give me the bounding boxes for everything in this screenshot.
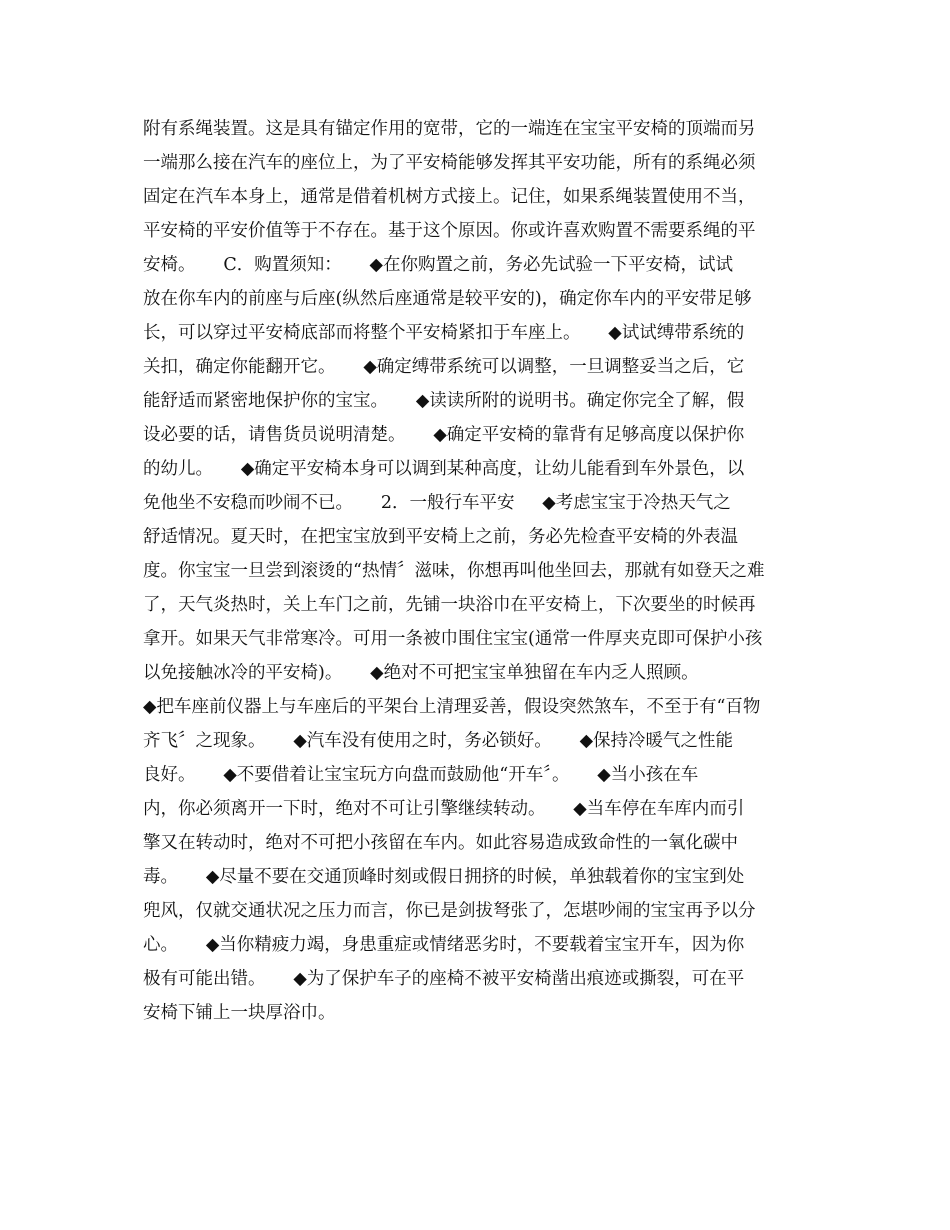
text-line: 免他坐不安稳而吵闹不已。 2．一般行车平安 ◆考虑宝宝于冷热天气之 [143, 493, 731, 513]
text-line: 毒。 ◆尽量不要在交通顶峰时刻或假日拥挤的时候，单独载着你的宝宝到处 [143, 867, 745, 887]
text-line: 了，天气炎热时，关上车门之前，先铺一块浴巾在平安椅上，下次要坐的时候再 [143, 595, 756, 615]
text-line: 放在你车内的前座与后座(纵然后座通常是较平安的)，确定你车内的平安带足够 [143, 289, 752, 309]
text-line: 内，你必须离开一下时，绝对不可让引擎继续转动。 ◆当车停在车库内而引 [143, 799, 745, 819]
text-line: 安椅下铺上一块厚浴巾。 [143, 1003, 336, 1023]
text-line: 长，可以穿过平安椅底部而将整个平安椅紧扣于车座上。 ◆试试缚带系统的 [143, 323, 745, 343]
text-line: 设必要的话，请售货员说明清楚。 ◆确定平安椅的靠背有足够高度以保护你 [143, 425, 745, 445]
body-text [143, 112, 823, 1030]
text-line: ◆把车座前仪器上与车座后的平架台上清理妥善，假设突然煞车，不至于有“百物 [143, 697, 761, 717]
text-line: 安椅。 C．购置须知： ◆在你购置之前，务必先试验一下平安椅，试试 [143, 255, 733, 275]
text-line: 关扣，确定你能翻开它。 ◆确定缚带系统可以调整，一旦调整妥当之后，它 [143, 357, 745, 377]
text-line: 极有可能出错。 ◆为了保护车子的座椅不被平安椅凿出痕迹或撕裂，可在平 [143, 969, 745, 989]
text-line: 兜风，仅就交通状况之压力而言，你已是剑拔弩张了，怎堪吵闹的宝宝再予以分 [143, 901, 756, 921]
text-line: 以免接触冰冷的平安椅)。 ◆绝对不可把宝宝单独留在车内乏人照顾。 [143, 663, 699, 683]
text-line: 度。你宝宝一旦尝到滚烫的“热情〞滋味，你想再叫他坐回去，那就有如登天之难 [143, 561, 765, 581]
text-line: 齐飞〞之现象。 ◆汽车没有使用之时，务必锁好。 ◆保持冷暖气之性能 [143, 731, 734, 751]
text-line: 心。 ◆当你精疲力竭，身患重症或情绪恶劣时，不要载着宝宝开车，因为你 [143, 935, 745, 955]
text-line: 舒适情况。夏天时，在把宝宝放到平安椅上之前，务必先检查平安椅的外表温 [143, 527, 738, 547]
text-line: 能舒适而紧密地保护你的宝宝。 ◆读读所附的说明书。确定你完全了解，假 [143, 391, 745, 411]
text-line: 一端那么接在汽车的座位上，为了平安椅能够发挥其平安功能，所有的系绳必须 [143, 153, 756, 173]
text-line: 擎又在转动时，绝对不可把小孩留在车内。如此容易造成致命性的一氧化碳中 [143, 833, 738, 853]
text-line: 良好。 ◆不要借着让宝宝玩方向盘而鼓励他“开车〞。 ◆当小孩在车 [143, 765, 699, 785]
text-line: 附有系绳装置。这是具有锚定作用的宽带，它的一端连在宝宝平安椅的顶端而另 [143, 119, 756, 139]
text-line: 的幼儿。 ◆确定平安椅本身可以调到某种高度，让幼儿能看到车外景色，以 [143, 459, 745, 479]
text-line: 平安椅的平安价值等于不存在。基于这个原因。你或许喜欢购置不需要系绳的平 [143, 221, 756, 241]
text-line: 固定在汽车本身上，通常是借着机树方式接上。记住，如果系绳装置使用不当， [143, 187, 756, 207]
text-line: 拿开。如果天气非常寒冷。可用一条被巾围住宝宝(通常一件厚夹克即可保护小孩 [143, 629, 763, 649]
